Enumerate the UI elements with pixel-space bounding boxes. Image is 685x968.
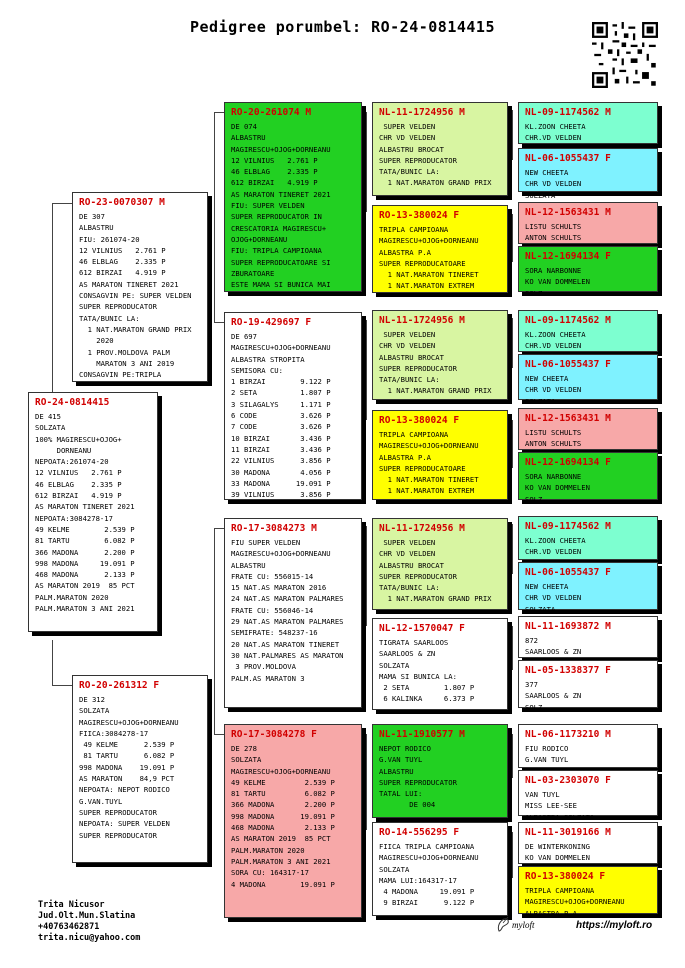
pigeon-info-line: 1 NAT.MARATON EXTREM — [379, 281, 475, 291]
connector-line — [512, 734, 513, 778]
pigeon-info-line: 81 TARTU 6.082 P — [231, 789, 335, 799]
ring-number: NL-11-1724956 M — [379, 107, 465, 118]
pigeon-info-line: TATAL LUI: — [379, 789, 423, 799]
connector-line — [366, 734, 367, 830]
pigeon-info-line: MAGIRESCU+OJOG+DORNEANU — [379, 441, 479, 451]
ring-number: NL-06-1055437 F — [525, 567, 611, 578]
pigeon-info-line: TATA/BUNIC LA: — [379, 583, 440, 593]
ring-number: RO-13-380024 F — [379, 210, 460, 221]
pigeon-info-line: SOLZATA — [525, 396, 556, 406]
pigeon-info-line: DE 697 — [231, 332, 257, 341]
pigeon-info-line: FIU: 261074-20 — [79, 234, 140, 244]
pigeon-info-line: SUPER REPRODUCATOR — [379, 155, 457, 165]
pigeon-card-gen4-8[interactable] — [518, 452, 658, 504]
pigeon-info-line: 81 TARTU 6.082 P — [79, 751, 175, 761]
ring-number: NL-12-1570047 F — [379, 623, 465, 634]
pigeon-info-line: ANTON SCHULTS — [525, 233, 582, 243]
pigeon-info-line: CHR.VD VELDEN — [525, 547, 582, 557]
ring-number: NL-09-1174562 M — [525, 107, 611, 118]
pigeon-info-line: ALBASTRA P.A — [379, 247, 431, 257]
myloft-logo-icon — [496, 916, 512, 934]
pigeon-info-line: CHR VD VELDEN — [379, 341, 436, 351]
pigeon-info-line: OJOG+DORNEANU — [231, 234, 288, 244]
pigeon-info-line: 22 VILNIUS 3.856 P — [231, 456, 331, 466]
pigeon-card-sire[interactable] — [72, 192, 208, 382]
ring-number: NL-12-1694134 F — [525, 251, 611, 262]
pigeon-info-line: ALBASTRU — [379, 766, 414, 776]
connector-line — [512, 318, 513, 368]
pigeon-card-gen3-6[interactable] — [372, 618, 508, 710]
pigeon-card-gen3-5[interactable] — [372, 518, 508, 610]
ring-number: RO-17-3084273 M — [231, 523, 317, 534]
connector-line — [366, 526, 367, 626]
pigeon-info-line: MAGIRESCU+OJOG+DORNEANU — [231, 549, 331, 559]
pigeon-info-line: 10 BIRZAI 3.436 P — [231, 433, 331, 443]
connector-line — [512, 214, 513, 262]
pigeon-info-line: DE 307 — [79, 212, 105, 221]
pigeon-card-gen4-10[interactable] — [518, 562, 658, 614]
pigeon-card-gen4-16[interactable] — [518, 866, 658, 918]
pigeon-info-line: KO VAN DOMMELEN — [525, 853, 590, 863]
pigeon-info-line: G.VAN TUYL — [525, 755, 569, 765]
ring-number: NL-12-1694134 F — [525, 457, 611, 468]
pigeon-info-line: CHR VD VELDEN — [525, 385, 582, 395]
pigeon-info-line: DE 004 — [379, 800, 436, 810]
ring-number: RO-17-3084278 F — [231, 729, 317, 740]
pigeon-info-line: FIU: SUPER VELDEN — [231, 201, 305, 211]
pigeon-info-line: 49 KELME 2.539 P — [35, 524, 135, 534]
connector-line — [512, 832, 513, 878]
pigeon-info-line: 1 NAT.MARATON TINERET — [379, 270, 479, 280]
pigeon-info-line: CHR.VD VELDEN — [525, 133, 582, 143]
connector-line — [214, 734, 224, 735]
owner-address: Jud.Olt.Mun.Slatina — [38, 911, 136, 921]
pigeon-info-line: MAGIRESCU+OJOG+DORNEANU — [379, 853, 479, 863]
pigeon-info-line: NEW CHEETA — [525, 582, 569, 591]
qr-code — [592, 22, 658, 88]
pigeon-info-line: SEMIFRATE: 548237-16 — [231, 628, 318, 638]
pigeon-info-line: DE 312 — [79, 695, 105, 704]
pigeon-info-line: 998 MADONA 19.091 P — [35, 558, 135, 568]
pigeon-info-line: 1 NAT.MARATON GRAND PRIX — [79, 324, 192, 334]
ring-number: RO-14-556295 F — [379, 827, 460, 838]
pigeon-info-line: AS MARATON 84,9 PCT — [79, 774, 175, 784]
pigeon-info-line: 2 SETA 1.807 P — [379, 683, 475, 693]
pigeon-info-line: 1 PROV.MOLDOVA PALM — [79, 347, 170, 357]
pigeon-info-line: 46 ELBLAG 2.335 P — [231, 167, 318, 177]
pigeon-info-line: 12 VILNIUS 2.761 P — [79, 245, 166, 255]
pigeon-info-line: MAGIRESCU+OJOG+DORNEANU — [231, 144, 331, 154]
ring-number: NL-06-1055437 F — [525, 359, 611, 370]
pigeon-info-line: 49 KELME 2.539 P — [231, 777, 335, 787]
pigeon-info-line: 11 BIRZAI 3.436 P — [231, 444, 331, 454]
pigeon-info-line: SORA NARBONNE — [525, 266, 582, 275]
pigeon-info-line: PALM.MARATON 2020 — [231, 845, 305, 855]
pigeon-info-line: PALM.MARATON 3 ANI 2021 — [231, 856, 331, 866]
pigeon-info-line: KO VAN DOMMELEN — [525, 483, 590, 493]
connector-line — [512, 626, 513, 670]
pigeon-card-gen4-6[interactable] — [518, 354, 658, 406]
pigeon-info-line: SUPER REPRODUCATOR — [379, 363, 457, 373]
pigeon-card-gen4-5[interactable] — [518, 310, 658, 352]
connector-line — [366, 112, 367, 212]
pigeon-info-line: SOLZ — [525, 494, 543, 504]
pigeon-info-line: CONSAGVIN PE:TRIPLA — [79, 370, 162, 380]
pigeon-info-line: 12 VILNIUS 2.761 P — [35, 468, 122, 478]
pigeon-info-line: SUPER REPRODUCATOR — [379, 571, 457, 581]
pigeon-info-line: MAGIRESCU+OJOG+DORNEANU — [231, 766, 331, 776]
pigeon-info-line: 612 BIRZAI 4.919 P — [231, 178, 318, 188]
pigeon-info-line: 24 NAT.AS MARATON PALMARES — [231, 594, 344, 604]
pigeon-info-line: SEMISORA CU: — [231, 365, 283, 375]
pigeon-info-line: NEPOATA:261074-20 — [35, 457, 109, 467]
pigeon-info-line: AS MARATON TINERET 2021 — [231, 189, 331, 199]
pigeon-info-line: SUPER VELDEN — [379, 122, 436, 131]
pigeon-info-line: VAN TUYL — [525, 790, 560, 799]
pigeon-info-line: ALBASTRU BROCAT — [379, 352, 444, 362]
pigeon-info-line: 4 MADONA 19.091 P — [379, 887, 475, 897]
ring-number: RO-20-261074 M — [231, 107, 312, 118]
pigeon-info-line: AS MARATON TINERET 2021 — [35, 502, 135, 512]
pigeon-info-line: 3 PROV.MOLDOVA — [231, 662, 296, 672]
pigeon-info-line: DORNEANU — [35, 445, 92, 455]
ring-number: NL-11-1724956 M — [379, 523, 465, 534]
pigeon-info-line: ALBASTRU — [79, 223, 114, 233]
pigeon-card-granddam-paternal[interactable] — [224, 312, 362, 500]
pigeon-info-line: SUPER REPRODUCATOARE — [379, 463, 466, 473]
pigeon-info-line: 1 NAT.MARATON GRAND PRIX — [379, 594, 492, 604]
connector-line — [512, 420, 513, 468]
pigeon-info-line: PALM.MARATON 2020 — [35, 592, 109, 602]
pigeon-card-gen4-14[interactable] — [518, 770, 658, 822]
pigeon-info-line: DE 278 — [231, 744, 257, 753]
pigeon-card-grandsire-maternal[interactable] — [224, 518, 362, 708]
pigeon-info-line: SUPER VELDEN — [379, 538, 436, 547]
pigeon-info-line: FIICA TRIPLA CAMPIOANA — [379, 842, 475, 851]
pigeon-info-line: 4 MADONA 19.091 P — [231, 879, 335, 889]
pigeon-info-line: AS MARATON 2019 85 PCT — [231, 834, 331, 844]
pigeon-info-line: ANTON SCHULTS — [525, 439, 582, 449]
pigeon-info-line: 6 CODE 3.626 P — [231, 411, 331, 421]
pigeon-info-line: 6 KALINKA 6.373 P — [379, 694, 475, 704]
pigeon-info-line: FIU SUPER VELDEN — [231, 538, 301, 547]
pigeon-info-line: 30 MADONA 4.056 P — [231, 467, 331, 477]
pigeon-info-line: FIU RODICO — [525, 744, 569, 753]
ring-number: NL-11-1693872 M — [525, 621, 611, 632]
pigeon-info-line: KO VAN DOMMELEN — [525, 277, 590, 287]
pigeon-info-line: LISTU SCHULTS — [525, 428, 582, 437]
pigeon-info-line: MAGIRESCU+OJOG+DORNEANU — [231, 343, 331, 353]
pigeon-info-line: 20 NAT.AS MARATON TINERET — [231, 639, 340, 649]
pigeon-info-line: 612 BIRZAI 4.919 P — [79, 268, 166, 278]
ring-number: NL-09-1174562 M — [525, 315, 611, 326]
pigeon-info-line: FIU: TRIPLA CAMPIOANA — [231, 246, 322, 256]
pigeon-info-line: CRESCATORIA MAGIRESCU+ — [231, 223, 327, 233]
page-title: Pedigree porumbel: RO-24-0814415 — [190, 18, 495, 36]
pigeon-info-line: 1 NAT.MARATON GRAND PRIX — [379, 178, 492, 188]
pigeon-info-line: 1 NAT.MARATON TINERET — [379, 475, 479, 485]
owner-contact — [38, 900, 140, 944]
ring-number: RO-20-261312 F — [79, 680, 160, 691]
pigeon-info-line: 468 MADONA 2.133 P — [231, 823, 335, 833]
pigeon-info-line: MAMA SI BUNICA LA: — [379, 671, 457, 681]
pigeon-info-line: 2020 — [79, 336, 114, 346]
pigeon-info-line: DE WINTERKONING — [525, 842, 590, 851]
pigeon-card-gen3-4[interactable] — [372, 410, 508, 500]
pigeon-info-line: 39 VILNIUS 3.856 P — [231, 490, 331, 500]
pigeon-info-line: SOLZATA — [379, 864, 410, 874]
pigeon-card-gen3-1[interactable] — [372, 102, 508, 196]
pigeon-info-line: CONSAGVIN PE: SUPER VELDEN — [79, 291, 192, 301]
ring-number: NL-06-1055437 F — [525, 153, 611, 164]
pigeon-info-line: MAMA LUI:164317-17 — [379, 875, 457, 885]
pigeon-info-line: 46 ELBLAG 2.335 P — [79, 257, 166, 267]
pigeon-info-line: ALBASTRA P.A — [379, 452, 431, 462]
pigeon-info-line: AS MARATON 2019 85 PCT — [35, 581, 135, 591]
pigeon-info-line: KL.ZOON CHEETA — [525, 122, 586, 131]
pigeon-info-line: PALM.AS MARATON 3 — [231, 673, 305, 683]
pigeon-card-grandsire-paternal[interactable] — [224, 102, 362, 292]
pigeon-info-line: NEPOATA:3084278-17 — [35, 513, 113, 523]
pigeon-info-line: 1 NAT.MARATON EXTREM — [379, 486, 475, 496]
pigeon-info-line: SUPER REPRODUCATOR — [79, 830, 157, 840]
pigeon-info-line: 33 MADONA 19.091 P — [231, 478, 331, 488]
pigeon-card-gen4-1[interactable] — [518, 102, 658, 144]
pigeon-info-line: 30 NAT.PALMARES AS MARATON — [231, 650, 344, 660]
pigeon-info-line: CHR.VD VELDEN — [525, 341, 582, 351]
pigeon-card-gen4-12[interactable] — [518, 660, 658, 712]
pigeon-info-line: 377 — [525, 680, 538, 689]
pigeon-info-line: 366 MADONA 2.200 P — [35, 547, 135, 557]
pigeon-info-line: ALBASTRU — [231, 133, 266, 143]
pigeon-info-line: 81 TARTU 6.082 P — [35, 536, 135, 546]
pigeon-info-line: SOLZATA — [525, 190, 556, 200]
connector-line — [512, 524, 513, 574]
pigeon-info-line: NEW CHEETA — [525, 168, 569, 177]
pigeon-info-line: 1 BIRZAI 9.122 P — [231, 377, 331, 387]
pigeon-info-line: FIICA:3084278-17 — [79, 728, 149, 738]
pigeon-card-granddam-maternal[interactable] — [224, 724, 362, 918]
pigeon-info-line: NEPOT RODICO — [379, 744, 431, 753]
pigeon-info-line: DE 074 — [231, 122, 257, 131]
pigeon-info-line: ALBASTRA SOLZATA — [525, 812, 595, 822]
pigeon-info-line: 46 ELBLAG 2.335 P — [35, 479, 122, 489]
ring-number: NL-11-1910577 M — [379, 729, 465, 740]
pigeon-info-line: SUPER REPRODUCATOR — [379, 777, 457, 787]
pigeon-info-line: CHR VD VELDEN — [525, 593, 582, 603]
pigeon-info-line: MISS LEE-SEE — [525, 801, 577, 811]
pigeon-info-line: ZBURATOARE — [231, 268, 275, 278]
pigeon-card-gen4-2[interactable] — [518, 148, 658, 200]
pigeon-info-line: SUPER REPRODUCATOR IN — [231, 212, 322, 222]
connector-line — [366, 320, 367, 420]
connector-line — [214, 322, 224, 323]
pigeon-info-line: SOLZ — [525, 702, 543, 712]
pigeon-card-gen4-7[interactable] — [518, 408, 658, 450]
owner-phone: +40763462871 — [38, 922, 100, 932]
pigeon-info-line: SOLZATA — [379, 660, 410, 670]
pigeon-info-line: SOLZATA — [79, 706, 110, 716]
pigeon-info-line: SAARLOOS & ZN — [525, 691, 582, 701]
pigeon-card-subject[interactable] — [28, 392, 158, 632]
pigeon-info-line: 998 MADONA 19.091 P — [231, 811, 335, 821]
connector-line — [512, 110, 513, 160]
pigeon-card-gen3-7[interactable] — [372, 724, 508, 818]
pigeon-info-line: ALBASTRU BROCAT — [379, 144, 444, 154]
pigeon-info-line: KL.ZOON CHEETA — [525, 536, 586, 545]
pigeon-card-gen4-13[interactable] — [518, 724, 658, 768]
pigeon-info-line: SUPER VELDEN — [379, 330, 436, 339]
pigeon-card-dam[interactable] — [72, 675, 208, 863]
pigeon-info-line: SAARLOOS & ZN — [525, 647, 582, 657]
pigeon-info-line: 9 BIRZAI 9.122 P — [379, 898, 475, 908]
pigeon-info-line: TRIPLA CAMPIOANA — [379, 430, 449, 439]
ring-number: NL-06-1173210 M — [525, 729, 611, 740]
pigeon-info-line: TATA/BUNIC LA: — [379, 375, 440, 385]
pigeon-info-line: ESTE MAMA SI BUNICA MAI — [231, 280, 331, 290]
ring-number: NL-11-1724956 M — [379, 315, 465, 326]
pigeon-info-line: 7 CODE 3.626 P — [231, 422, 331, 432]
pigeon-info-line: TRIPLA CAMPIOANA — [525, 886, 595, 895]
ring-number: NL-12-1563431 M — [525, 207, 611, 218]
connector-line — [52, 685, 72, 686]
pigeon-info-line: 366 MADONA 2.200 P — [231, 800, 335, 810]
connector-line — [214, 112, 215, 322]
ring-number: RO-13-380024 F — [525, 871, 606, 882]
pigeon-info-line: 29 NAT.AS MARATON PALMARES — [231, 617, 344, 627]
pigeon-info-line: MAGIRESCU+OJOG+DORNEANU — [379, 236, 479, 246]
pigeon-info-line: TRIPLA CAMPIOANA — [379, 225, 449, 234]
pigeon-info-line: DE 415 — [35, 412, 61, 421]
pigeon-info-line: 2 SETA 1.807 P — [231, 388, 331, 398]
owner-email[interactable]: trita.nicu@yahoo.com — [38, 933, 141, 943]
pigeon-info-line: 3 SILAGALYS 1.171 P — [231, 399, 331, 409]
pigeon-info-line: SUPER REPRODUCATOR — [79, 302, 157, 312]
pigeon-info-line: LISTU SCHULTS — [525, 222, 582, 231]
pigeon-info-line: PALM.MARATON 3 ANI 2021 — [35, 604, 135, 614]
connector-line — [52, 203, 53, 399]
pigeon-card-gen3-3[interactable] — [372, 310, 508, 400]
ring-number: NL-05-1338377 F — [525, 665, 611, 676]
ring-number: RO-19-429697 F — [231, 317, 312, 328]
pigeon-info-line: SAARLOOS & ZN — [379, 649, 436, 659]
connector-line — [214, 528, 215, 734]
pigeon-info-line: AS MARATON TINERET 2021 — [79, 279, 179, 289]
pigeon-info-line: 49 KELME 2.539 P — [79, 740, 175, 750]
website-link[interactable]: https://myloft.ro — [576, 920, 653, 931]
pigeon-info-line: SUPER REPRODUCATOARE — [379, 258, 466, 268]
pigeon-info-line: 468 MADONA 2.133 P — [35, 570, 135, 580]
pigeon-info-line: G.VAN TUYL — [379, 755, 423, 765]
pigeon-info-line: SOLZATA — [35, 423, 66, 433]
connector-line — [214, 528, 224, 529]
pigeon-info-line: NEW CHEETA — [525, 374, 569, 383]
pigeon-info-line: TATA/BUNIC LA: — [379, 167, 440, 177]
pigeon-card-gen4-11[interactable] — [518, 616, 658, 658]
pigeon-info-line: 612 BIRZAI 4.919 P — [35, 491, 122, 501]
pigeon-card-gen3-2[interactable] — [372, 205, 508, 293]
pigeon-info-line: SORA CU: 164317-17 — [231, 868, 309, 878]
ring-number: NL-03-2303070 F — [525, 775, 611, 786]
pigeon-info-line: G.VAN.TUYL — [79, 796, 123, 806]
pigeon-card-gen4-15[interactable] — [518, 822, 658, 864]
pigeon-info-line: 872 — [525, 636, 538, 645]
pigeon-info-line: ALBASTRA P.A — [525, 908, 577, 918]
pigeon-info-line: NEPOATA: SUPER VELDEN — [79, 819, 170, 829]
pigeon-info-line: KL.ZOON CHEETA — [525, 330, 586, 339]
pigeon-info-line: FRATE CU: 556015-14 — [231, 571, 314, 581]
pigeon-info-line: CHR VD VELDEN — [379, 133, 436, 143]
pigeon-info-line: CHR VD VELDEN — [379, 549, 436, 559]
pigeon-info-line: SOLZ — [525, 288, 543, 298]
pigeon-info-line: MAGIRESCU+OJOG+DORNEANU — [525, 897, 625, 907]
pigeon-card-gen3-8[interactable] — [372, 822, 508, 916]
pigeon-info-line: ALBASTRU BROCAT — [379, 560, 444, 570]
ring-number: RO-24-0814415 — [35, 397, 110, 408]
ring-number: NL-12-1563431 M — [525, 413, 611, 424]
pigeon-info-line: SUPER REPRODUCATOARE SI — [231, 257, 331, 267]
pigeon-card-gen4-4[interactable] — [518, 246, 658, 298]
pigeon-card-gen4-9[interactable] — [518, 516, 658, 560]
pigeon-info-line: MARATON 3 ANI 2019 — [79, 358, 175, 368]
pigeon-info-line: 100% MAGIRESCU+OJOG+ — [35, 434, 122, 444]
pigeon-info-line: ALBASTRA STROPITA — [231, 354, 305, 364]
pigeon-info-line: 12 VILNIUS 2.761 P — [231, 155, 318, 165]
owner-name: Trita Nicusor — [38, 900, 105, 910]
ring-number: RO-13-380024 F — [379, 415, 460, 426]
pigeon-info-line: NEPOATA: NEPOT RODICO — [79, 785, 170, 795]
pigeon-info-line: SORA NARBONNE — [525, 472, 582, 481]
pigeon-card-gen4-3[interactable] — [518, 202, 658, 244]
ring-number: NL-11-3019166 M — [525, 827, 611, 838]
pigeon-info-line: SUPER REPRODUCATOR — [79, 807, 157, 817]
pigeon-info-line: 998 MADONA 19.091 P — [79, 762, 175, 772]
pigeon-info-line: TIGRATA SAARLOOS — [379, 638, 449, 647]
pigeon-info-line: SOLZATA — [231, 755, 262, 765]
connector-line — [52, 203, 72, 204]
pigeon-info-line: ALBASTRU — [231, 560, 266, 570]
pigeon-info-line: FRATE CU: 556046-14 — [231, 605, 314, 615]
connector-line — [52, 640, 53, 685]
pigeon-info-line: TATA/BUNIC LA: — [79, 313, 140, 323]
connector-line — [214, 112, 224, 113]
ring-number: NL-09-1174562 M — [525, 521, 611, 532]
ring-number: RO-23-0070307 M — [79, 197, 165, 208]
pigeon-info-line: MAGIRESCU+OJOG+DORNEANU — [79, 717, 179, 727]
brand-name: myloft — [512, 920, 535, 930]
pigeon-info-line: CHR VD VELDEN — [525, 179, 582, 189]
pigeon-info-line: 15 NAT.AS MARATON 2016 — [231, 583, 327, 593]
pigeon-info-line: SOLZATA — [525, 604, 556, 614]
pigeon-info-line: 1 NAT.MARATON GRAND PRIX — [379, 386, 492, 396]
